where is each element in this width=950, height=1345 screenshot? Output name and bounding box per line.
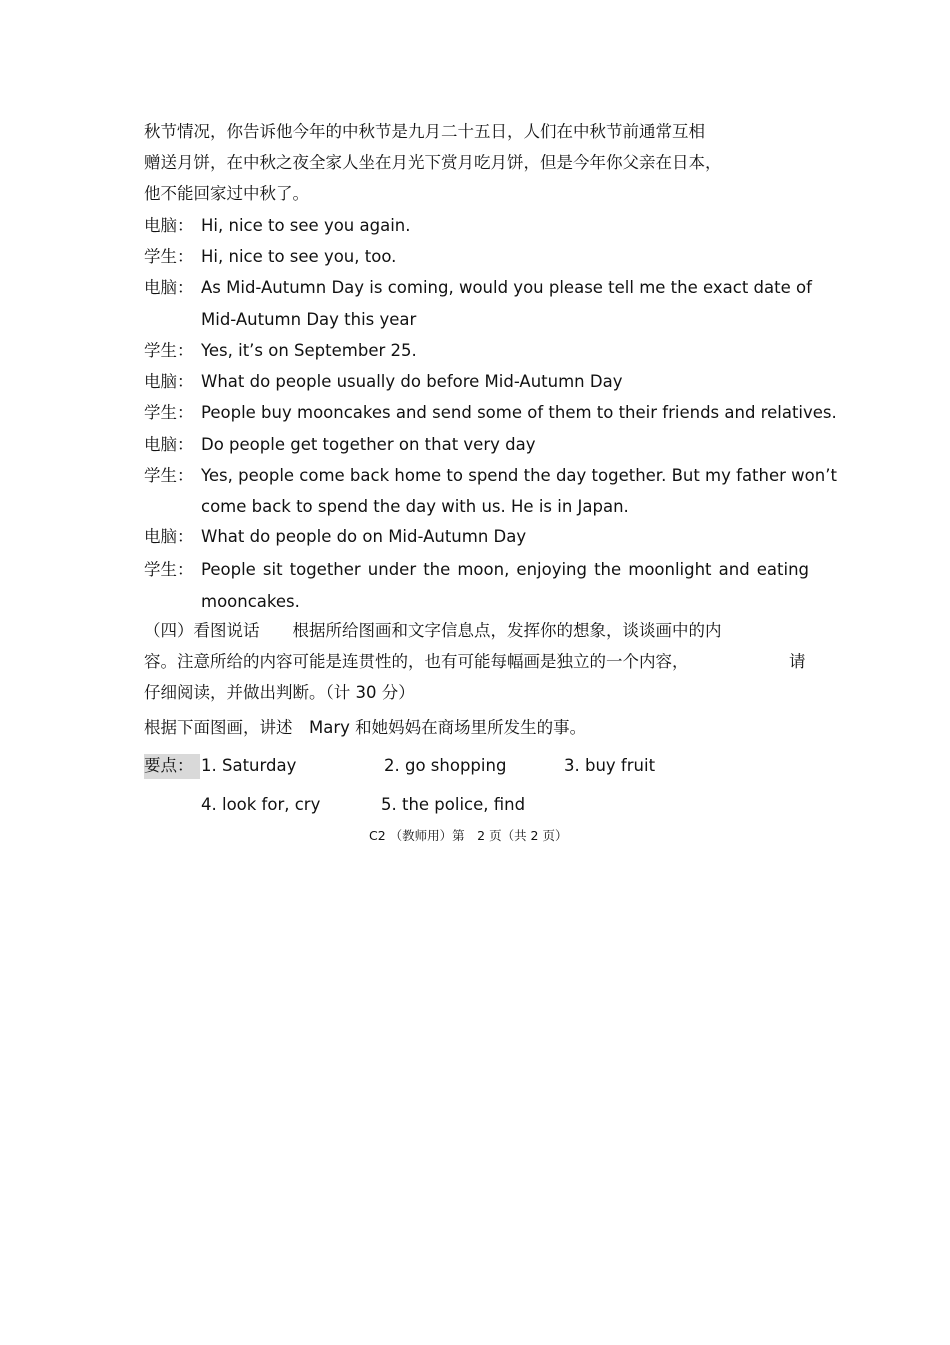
dialogue-line: What do people usually do before Mid-Autumn Day [201, 372, 623, 391]
dialogue-line: Do people get together on that very day [201, 435, 536, 454]
section4-line-2-end: 请 [789, 652, 806, 671]
key-point-item: 3. buy fruit [564, 756, 656, 775]
speaker-label: 电脑： [144, 278, 194, 297]
speaker-label: 电脑： [144, 372, 194, 391]
dialogue-line: People buy mooncakes and send some of them to their friends and relatives. [201, 403, 837, 422]
speaker-label: 电脑： [144, 216, 194, 235]
speaker-label: 电脑： [144, 435, 194, 454]
page-footer: C2 （教师用）第 2 页（共 2 页） [369, 828, 568, 843]
intro-line-1: 秋节情况，你告诉他今年的中秋节是九月二十五日，人们在中秋节前通常互相 [144, 122, 705, 141]
key-point-item: 5. the police, find [381, 795, 526, 814]
speaker-label: 电脑： [144, 527, 194, 546]
key-point-item: 1. Saturday [201, 756, 297, 775]
dialogue-line: mooncakes. [201, 592, 300, 611]
intro-line-2: 赠送月饼，在中秋之夜全家人坐在月光下赏月吃月饼，但是今年你父亲在日本， [144, 153, 722, 172]
dialogue-line: Hi, nice to see you again. [201, 216, 411, 235]
dialogue-line: Yes, it’s on September 25. [201, 341, 417, 360]
key-point-item: 2. go shopping [384, 756, 507, 775]
dialogue-line: What do people do on Mid-Autumn Day [201, 527, 527, 546]
speaker-label: 学生： [144, 403, 194, 422]
speaker-label: 学生： [144, 560, 194, 579]
speaker-label: 学生： [144, 247, 194, 266]
speaker-label: 学生： [144, 341, 194, 360]
section4-line-2: 容。注意所给的内容可能是连贯性的，也有可能每幅画是独立的一个内容， [144, 652, 689, 671]
dialogue-line: come back to spend the day with us. He is in Japan. [201, 497, 629, 516]
dialogue-line: Yes, people come back home to spend the day together. But my father won’t [201, 466, 837, 485]
section4-heading: （四）看图说话 根据所给图画和文字信息点，发挥你的想象，谈谈画中的内 [144, 621, 722, 640]
dialogue-line: As Mid-Autumn Day is coming, would you please tell me the exact date of [201, 278, 812, 297]
dialogue-line: People sit together under the moon, enjoying the moonlight and eating [201, 560, 809, 579]
section4-instruction: 根据下面图画，讲述 Mary 和她妈妈在商场里所发生的事。 [144, 718, 587, 737]
speaker-label: 学生： [144, 466, 194, 485]
intro-line-3: 他不能回家过中秋了。 [144, 184, 309, 203]
dialogue-line: Hi, nice to see you, too. [201, 247, 397, 266]
key-points-label: 要点： [144, 754, 200, 779]
key-point-item: 4. look for, cry [201, 795, 321, 814]
dialogue-line: Mid-Autumn Day this year [201, 310, 417, 329]
section4-line-3: 仔细阅读，并做出判断。（计 30 分） [144, 683, 415, 702]
